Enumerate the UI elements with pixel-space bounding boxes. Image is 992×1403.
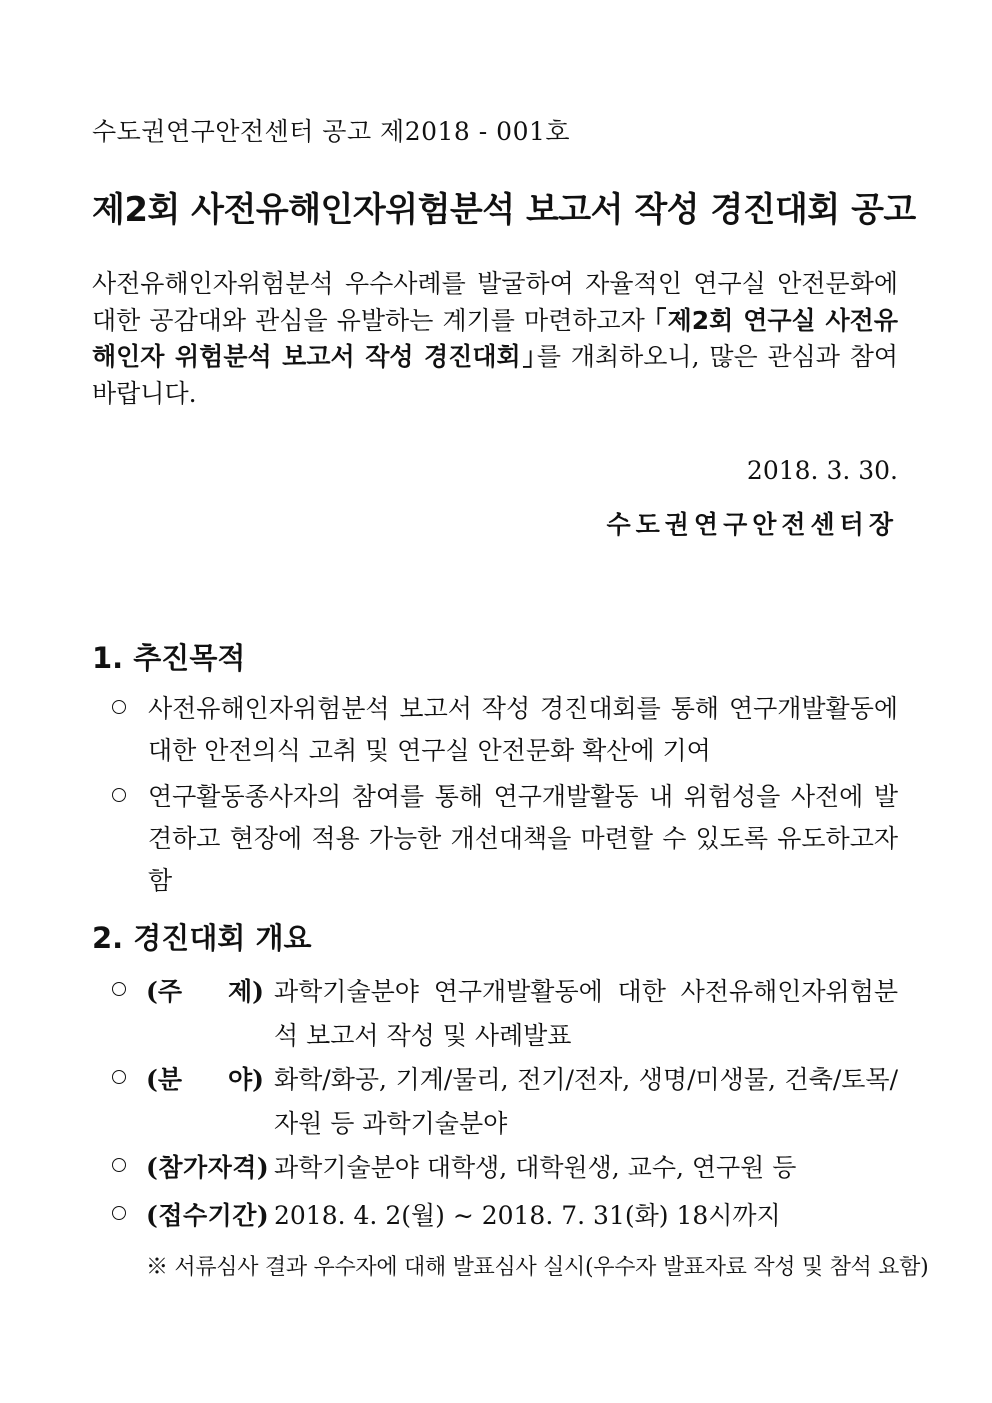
screening-note: ※ 서류심사 결과 우수자에 대해 발표심사 실시(우수자 발표자료 작성 및 참석 요함) bbox=[146, 1255, 929, 1280]
overview-label-period: (접수기간) bbox=[146, 1201, 270, 1230]
circle-bullet-icon bbox=[112, 700, 126, 714]
intro-contest-name: ｢제2회 연구실 사전유해인자 위험분석 보고서 작성 경진대회｣ bbox=[92, 305, 898, 371]
circle-bullet-icon bbox=[112, 1070, 126, 1084]
circle-bullet-icon bbox=[112, 1158, 126, 1172]
overview-label-eligibility: (참가자격) bbox=[146, 1153, 270, 1182]
section-heading-purpose: 1. 추진목적 bbox=[92, 641, 246, 675]
intro-text-end: 를 개최하오니, 많은 관심과 참여 바랍니다. bbox=[92, 342, 898, 408]
circle-bullet-icon bbox=[112, 982, 126, 996]
intro-text-start: 사전유해인자위험분석 우수사례를 발굴하여 자율적인 연구실 안전문화에 대한 공감대와 관심을 유발하는 계기를 마련하고자 bbox=[92, 269, 898, 335]
overview-value-theme: 과학기술분야 연구개발활동에 대한 사전유해인자위험분석 보고서 작성 및 사례발표 bbox=[274, 977, 898, 1050]
issuer-name: 수도권연구안전센터장 bbox=[606, 510, 898, 539]
intro-paragraph bbox=[92, 266, 898, 412]
purpose-item-text: 사전유해인자위험분석 보고서 작성 경진대회를 통해 연구개발활동에 대한 안전의식 고취 및 연구실 안전문화 확산에 기여 bbox=[148, 694, 898, 765]
circle-bullet-icon bbox=[112, 1206, 126, 1220]
overview-value-field: 화학/화공, 기계/물리, 전기/전자, 생명/미생물, 건축/토목/자원 등 과학기술분야 bbox=[274, 1065, 898, 1138]
section-heading-overview: 2. 경진대회 개요 bbox=[92, 921, 312, 955]
overview-value-period: 2018. 4. 2(월) ∼ 2018. 7. 31(화) 18시까지 bbox=[274, 1201, 781, 1230]
document-page bbox=[92, 0, 929, 1403]
notice-number: 수도권연구안전센터 공고 제2018 - 001호 bbox=[92, 117, 571, 146]
overview-label-theme: (주 제) bbox=[146, 977, 264, 1006]
notice-date: 2018. 3. 30. bbox=[746, 456, 898, 485]
overview-label-field: (분 야) bbox=[146, 1065, 264, 1094]
document-title: 제2회 사전유해인자위험분석 보고서 작성 경진대회 공고 bbox=[92, 190, 916, 230]
circle-bullet-icon bbox=[112, 788, 126, 802]
purpose-item-text: 연구활동종사자의 참여를 통해 연구개발활동 내 위험성을 사전에 발견하고 현장에 적용 가능한 개선대책을 마련할 수 있도록 유도하고자 함 bbox=[148, 782, 898, 895]
overview-value-eligibility: 과학기술분야 대학생, 대학원생, 교수, 연구원 등 bbox=[274, 1153, 797, 1182]
